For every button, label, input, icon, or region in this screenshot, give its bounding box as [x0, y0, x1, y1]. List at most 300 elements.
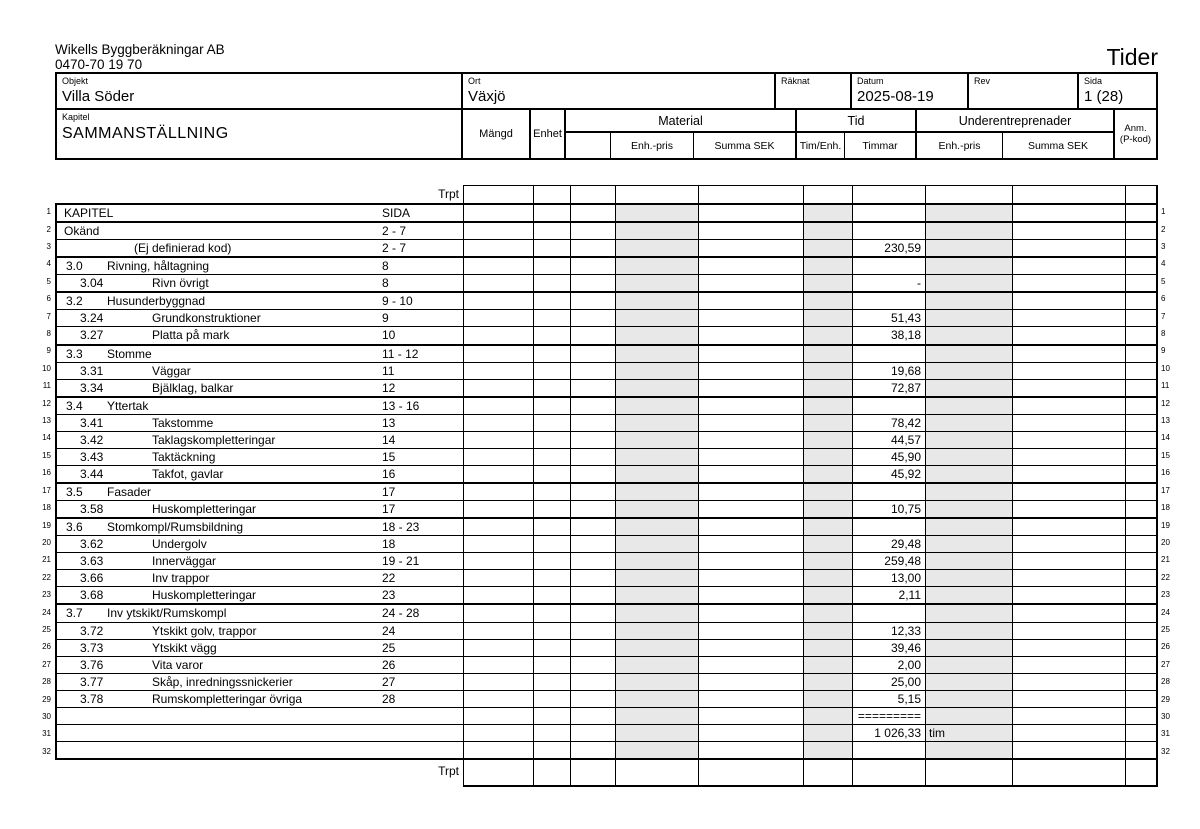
cell-mangd — [464, 449, 534, 465]
cell-timmar: 51,43 — [853, 310, 926, 326]
row-number-left: 16 — [42, 468, 51, 478]
cell-mangd — [464, 587, 534, 603]
row-number-left: 7 — [46, 311, 51, 321]
cell-mpris — [616, 293, 699, 309]
datum-value: 2025-08-19 — [857, 88, 934, 105]
cell-anm — [1126, 587, 1156, 603]
cell-msum — [699, 449, 804, 465]
chapter-name: Takfot, gavlar — [152, 466, 224, 481]
chapter-name: Grundkonstruktioner — [152, 311, 261, 326]
cell-tenh — [804, 432, 853, 448]
row-number-left: 20 — [42, 537, 51, 547]
cell-mangd — [464, 519, 534, 535]
cell-anm — [1126, 674, 1156, 690]
table-row — [57, 465, 1156, 482]
cell-uesum — [1013, 293, 1126, 309]
cell-mangd — [464, 415, 534, 431]
cell-uepris — [926, 623, 1013, 639]
cell-enhet — [534, 310, 571, 326]
cell-msum — [699, 570, 804, 586]
table-row — [57, 673, 1156, 690]
cell-timmar: 1 026,33 — [853, 725, 926, 741]
row-number-right: 24 — [1161, 607, 1170, 617]
cell-uesum — [1013, 240, 1126, 256]
cell-uesum — [1013, 449, 1126, 465]
cell-uepris — [926, 449, 1013, 465]
row-number-right: 4 — [1161, 259, 1166, 269]
cell-anm — [1126, 398, 1156, 414]
cell-kapitel-text — [57, 623, 464, 639]
material-title: Material — [566, 110, 795, 133]
row-number-right: 6 — [1161, 294, 1166, 304]
chapter-name: Fasader — [107, 485, 152, 500]
cell-mpris — [616, 570, 699, 586]
row-number-right: 29 — [1161, 694, 1170, 704]
cell-tenh — [804, 501, 853, 517]
field-datum — [852, 74, 969, 108]
cell-uepris — [926, 742, 1013, 758]
cell-kapitel-text — [57, 466, 464, 482]
cell-enhet — [534, 415, 571, 431]
cell-mangd — [464, 570, 534, 586]
cell-uepris — [926, 519, 1013, 535]
cell-uepris — [926, 466, 1013, 482]
sida-value: 2 - 7 — [382, 224, 407, 239]
row-number-left: 17 — [42, 485, 51, 495]
chapter-code: 3.3 — [66, 346, 83, 361]
cell-kapitel-text — [57, 605, 464, 621]
cell-enhet — [534, 484, 571, 500]
cell-mpris — [616, 691, 699, 707]
cell-tenh — [804, 605, 853, 621]
cell-enhet — [534, 691, 571, 707]
trpt-band-bottom — [463, 760, 1158, 787]
chapter-name: Undergolv — [152, 537, 207, 552]
table-row — [57, 482, 1156, 500]
sida-value: 15 — [382, 449, 396, 464]
ort-label: Ort — [468, 76, 481, 86]
cell-uesum — [1013, 380, 1126, 396]
cell-kapitel-text — [57, 640, 464, 656]
cell-anm — [1126, 742, 1156, 758]
cell-tenh — [804, 623, 853, 639]
cell-kapitel-text — [57, 570, 464, 586]
cell-uepris: tim — [926, 725, 1013, 741]
cell-enhet — [534, 240, 571, 256]
cell-mpris — [616, 240, 699, 256]
chapter-name: Takstomme — [152, 415, 214, 430]
chapter-code: 3.62 — [80, 537, 104, 552]
column-group-underentreprenader — [917, 110, 1115, 158]
cell-uesum — [1013, 432, 1126, 448]
cell-anm — [1126, 449, 1156, 465]
table-row — [57, 309, 1156, 326]
sida-value: 10 — [382, 328, 396, 343]
row-number-right: 18 — [1161, 503, 1170, 513]
cell-timmar — [853, 293, 926, 309]
cell-mangd — [464, 501, 534, 517]
table-row — [57, 344, 1156, 362]
chapter-code: 3.24 — [80, 311, 104, 326]
sida-value: 11 — [382, 363, 395, 378]
cell-uesum — [1013, 258, 1126, 274]
row-number-right: 8 — [1161, 329, 1166, 339]
cell-m0 — [571, 223, 616, 239]
cell-m0 — [571, 536, 616, 552]
cell-uesum — [1013, 310, 1126, 326]
cell-m0 — [571, 363, 616, 379]
chapter-code: 3.6 — [66, 520, 83, 535]
row-number-left: 15 — [42, 450, 51, 460]
cell-uepris — [926, 293, 1013, 309]
cell-tenh — [804, 415, 853, 431]
chapter-name: Rivn övrigt — [152, 276, 209, 291]
cell-enhet — [534, 398, 571, 414]
row-number-right: 21 — [1161, 555, 1170, 565]
cell-timmar — [853, 484, 926, 500]
chapter-name: Väggar — [152, 363, 191, 378]
row-number-left: 10 — [42, 363, 51, 373]
cell-kapitel-text — [57, 691, 464, 707]
cell-anm — [1126, 293, 1156, 309]
row-number-left: 2 — [46, 224, 51, 234]
cell-enhet — [534, 327, 571, 343]
column-mangd: Mängd — [463, 110, 531, 158]
cell-timmar: 13,00 — [853, 570, 926, 586]
cell-tenh — [804, 708, 853, 724]
cell-timmar — [853, 346, 926, 362]
row-number-left: 14 — [42, 433, 51, 443]
cell-msum — [699, 484, 804, 500]
cell-mangd — [464, 708, 534, 724]
cell-msum — [699, 415, 804, 431]
cell-uesum — [1013, 484, 1126, 500]
table-row — [57, 656, 1156, 673]
cell-mpris — [616, 415, 699, 431]
chapter-code: 3.42 — [80, 432, 104, 447]
cell-uesum — [1013, 275, 1126, 291]
cell-mangd — [464, 346, 534, 362]
cell-uesum — [1013, 708, 1126, 724]
cell-tenh — [804, 640, 853, 656]
tid-tim-enh: Tim/Enh. — [797, 133, 845, 158]
table-row — [57, 603, 1156, 621]
cell-kapitel-text — [57, 240, 464, 256]
chapter-name: KAPITEL — [64, 206, 114, 221]
cell-msum — [699, 691, 804, 707]
sida-value: 18 - 23 — [382, 520, 420, 535]
chapter-name: Bjälklag, balkar — [152, 380, 234, 395]
cell-anm — [1126, 415, 1156, 431]
table-row — [57, 274, 1156, 291]
sida-value: 19 - 21 — [382, 554, 420, 569]
cell-msum — [699, 536, 804, 552]
anm-line2: (P-kod) — [1119, 134, 1152, 145]
cell-tenh — [804, 258, 853, 274]
raknat-label: Räknat — [781, 76, 810, 86]
row-number-left: 1 — [46, 207, 51, 217]
cell-mpris — [616, 223, 699, 239]
chapter-code: 3.63 — [80, 554, 104, 569]
kapitel-value: SAMMANSTÄLLNING — [62, 125, 229, 142]
cell-enhet — [534, 725, 571, 741]
cell-anm — [1126, 640, 1156, 656]
trpt-cell-tenh — [804, 186, 853, 204]
cell-msum — [699, 725, 804, 741]
trpt-cell-uepris — [926, 186, 1013, 204]
cell-tenh — [804, 466, 853, 482]
sida-value: 24 - 28 — [382, 606, 420, 621]
trpt-cell-mangd — [464, 186, 534, 204]
cell-timmar — [853, 205, 926, 221]
chapter-name: Skåp, inredningssnickerier — [152, 674, 293, 689]
table-row — [57, 707, 1156, 724]
table-row — [57, 379, 1156, 396]
tid-title: Tid — [797, 110, 915, 133]
cell-enhet — [534, 466, 571, 482]
material-summa-sek: Summa SEK — [714, 139, 775, 152]
cell-anm — [1126, 536, 1156, 552]
row-number-right: 12 — [1161, 398, 1170, 408]
cell-kapitel-text — [57, 205, 464, 221]
cell-uesum — [1013, 466, 1126, 482]
chapter-code: 3.44 — [80, 466, 104, 481]
cell-mpris — [616, 346, 699, 362]
cell-anm — [1126, 605, 1156, 621]
cell-kapitel-text — [57, 327, 464, 343]
cell-tenh — [804, 536, 853, 552]
cell-mpris — [616, 587, 699, 603]
cell-mpris — [616, 380, 699, 396]
cell-mpris — [616, 398, 699, 414]
ort-value: Växjö — [468, 88, 506, 105]
cell-tenh — [804, 587, 853, 603]
cell-msum — [699, 708, 804, 724]
rev-label: Rev — [974, 76, 991, 86]
cell-anm — [1126, 310, 1156, 326]
row-number-left: 24 — [42, 607, 51, 617]
cell-mpris — [616, 484, 699, 500]
cell-uesum — [1013, 587, 1126, 603]
cell-uesum — [1013, 742, 1126, 758]
cell-uesum — [1013, 501, 1126, 517]
cell-msum — [699, 327, 804, 343]
sida-value: 17 — [382, 485, 396, 500]
cell-anm — [1126, 691, 1156, 707]
cell-kapitel-text — [57, 223, 464, 239]
cell-uesum — [1013, 327, 1126, 343]
cell-kapitel-text — [57, 708, 464, 724]
cell-uesum — [1013, 553, 1126, 569]
cell-m0 — [571, 570, 616, 586]
sida-value: 27 — [382, 674, 396, 689]
row-number-left: 29 — [42, 694, 51, 704]
row-number-left: 28 — [42, 677, 51, 687]
trpt-cell-mpris — [616, 186, 699, 204]
table-row — [57, 205, 1156, 221]
chapter-code: 3.78 — [80, 691, 104, 706]
row-number-right: 16 — [1161, 468, 1170, 478]
row-number-left: 6 — [46, 294, 51, 304]
sida-value: 9 - 10 — [382, 294, 413, 309]
cell-timmar: ========= — [853, 708, 926, 724]
cell-anm — [1126, 258, 1156, 274]
cell-mangd — [464, 310, 534, 326]
chapter-name: Husunderbyggnad — [107, 294, 206, 309]
sida-value: 28 — [382, 691, 396, 706]
cell-msum — [699, 742, 804, 758]
trpt-cell-anm — [1126, 760, 1156, 785]
cell-uesum — [1013, 623, 1126, 639]
column-enhet: Enhet — [531, 110, 566, 158]
trpt-label-top: Trpt — [438, 187, 459, 201]
cell-anm — [1126, 725, 1156, 741]
row-number-right: 3 — [1161, 242, 1166, 252]
cell-tenh — [804, 293, 853, 309]
cell-msum — [699, 275, 804, 291]
cell-uesum — [1013, 519, 1126, 535]
cell-kapitel-text — [57, 725, 464, 741]
cell-m0 — [571, 553, 616, 569]
row-numbers-right — [1161, 203, 1185, 760]
cell-mpris — [616, 258, 699, 274]
sida-value: 23 — [382, 588, 396, 603]
row-number-right: 7 — [1161, 311, 1166, 321]
cell-timmar: 78,42 — [853, 415, 926, 431]
cell-mangd — [464, 466, 534, 482]
row-numbers-left — [24, 203, 51, 760]
cell-timmar: 72,87 — [853, 380, 926, 396]
sida-value: 18 — [382, 537, 396, 552]
chapter-name: Inv trappor — [152, 571, 210, 586]
chapter-name: Rivning, håltagning — [107, 259, 210, 274]
cell-mangd — [464, 623, 534, 639]
trpt-cell-enhet — [534, 186, 571, 204]
sida-value: 12 — [382, 380, 396, 395]
row-number-left: 8 — [46, 329, 51, 339]
field-objekt — [57, 74, 463, 108]
cell-m0 — [571, 587, 616, 603]
cell-tenh — [804, 275, 853, 291]
chapter-code: 3.76 — [80, 657, 104, 672]
cell-enhet — [534, 380, 571, 396]
cell-tenh — [804, 380, 853, 396]
row-number-right: 10 — [1161, 363, 1170, 373]
cell-kapitel-text — [57, 657, 464, 673]
cell-m0 — [571, 725, 616, 741]
trpt-cell-uesum — [1013, 186, 1126, 204]
row-number-right: 9 — [1161, 346, 1166, 356]
cell-mpris — [616, 674, 699, 690]
cell-tenh — [804, 346, 853, 362]
cell-uesum — [1013, 363, 1126, 379]
row-number-left: 27 — [42, 659, 51, 669]
cell-kapitel-text — [57, 587, 464, 603]
sida-value: 22 — [382, 571, 396, 586]
cell-m0 — [571, 293, 616, 309]
trpt-label-bottom: Trpt — [438, 764, 459, 778]
sida-value: 17 — [382, 502, 396, 517]
cell-mangd — [464, 223, 534, 239]
cell-uepris — [926, 275, 1013, 291]
row-number-left: 32 — [42, 746, 51, 756]
cell-uepris — [926, 691, 1013, 707]
chapter-code: 3.43 — [80, 449, 104, 464]
cell-msum — [699, 380, 804, 396]
cell-tenh — [804, 449, 853, 465]
sida-value: 25 — [382, 640, 396, 655]
table-row — [57, 256, 1156, 274]
chapter-name: Taklagskompletteringar — [152, 432, 276, 447]
cell-enhet — [534, 449, 571, 465]
cell-uesum — [1013, 570, 1126, 586]
field-kapitel — [57, 110, 463, 158]
cell-timmar: 29,48 — [853, 536, 926, 552]
cell-timmar — [853, 258, 926, 274]
cell-timmar: 259,48 — [853, 553, 926, 569]
anm-line1: Anm. — [1124, 123, 1147, 134]
chapter-code: 3.7 — [66, 606, 83, 621]
row-number-left: 9 — [46, 346, 51, 356]
cell-mangd — [464, 258, 534, 274]
chapter-name: (Ej definierad kod) — [134, 241, 232, 256]
sida-value: 16 — [382, 466, 396, 481]
cell-anm — [1126, 380, 1156, 396]
chapter-name: Ytskikt golv, trappor — [152, 623, 257, 638]
cell-mangd — [464, 484, 534, 500]
cell-enhet — [534, 363, 571, 379]
cell-enhet — [534, 346, 571, 362]
cell-kapitel-text — [57, 258, 464, 274]
cell-uesum — [1013, 223, 1126, 239]
chapter-name: Ytskikt vägg — [152, 640, 217, 655]
sida-value: SIDA — [382, 206, 411, 221]
row-number-left: 25 — [42, 624, 51, 634]
row-number-right: 17 — [1161, 485, 1170, 495]
table-row — [57, 517, 1156, 535]
cell-uesum — [1013, 725, 1126, 741]
chapter-code: 3.77 — [80, 674, 104, 689]
cell-uesum — [1013, 691, 1126, 707]
cell-msum — [699, 466, 804, 482]
datum-label: Datum — [857, 76, 884, 86]
cell-mpris — [616, 657, 699, 673]
row-number-left: 5 — [46, 276, 51, 286]
row-number-right: 32 — [1161, 746, 1170, 756]
column-anm — [1115, 110, 1156, 158]
chapter-code: 3.5 — [66, 485, 83, 500]
cell-mpris — [616, 501, 699, 517]
field-rev — [969, 74, 1079, 108]
row-number-left: 19 — [42, 520, 51, 530]
table-row — [57, 569, 1156, 586]
cell-kapitel-text — [57, 553, 464, 569]
chapter-name: Yttertak — [107, 398, 149, 413]
cell-enhet — [534, 657, 571, 673]
cell-uepris — [926, 536, 1013, 552]
cell-m0 — [571, 327, 616, 343]
cell-tenh — [804, 519, 853, 535]
cell-kapitel-text — [57, 293, 464, 309]
kapitel-label: Kapitel — [62, 112, 90, 122]
chapter-name: Vita varor — [152, 657, 204, 672]
sida-value: 24 — [382, 623, 396, 638]
trpt-cell-anm — [1126, 186, 1156, 204]
row-number-right: 26 — [1161, 642, 1170, 652]
cell-timmar: 230,59 — [853, 240, 926, 256]
table-row — [57, 724, 1156, 741]
row-number-left: 21 — [42, 555, 51, 565]
